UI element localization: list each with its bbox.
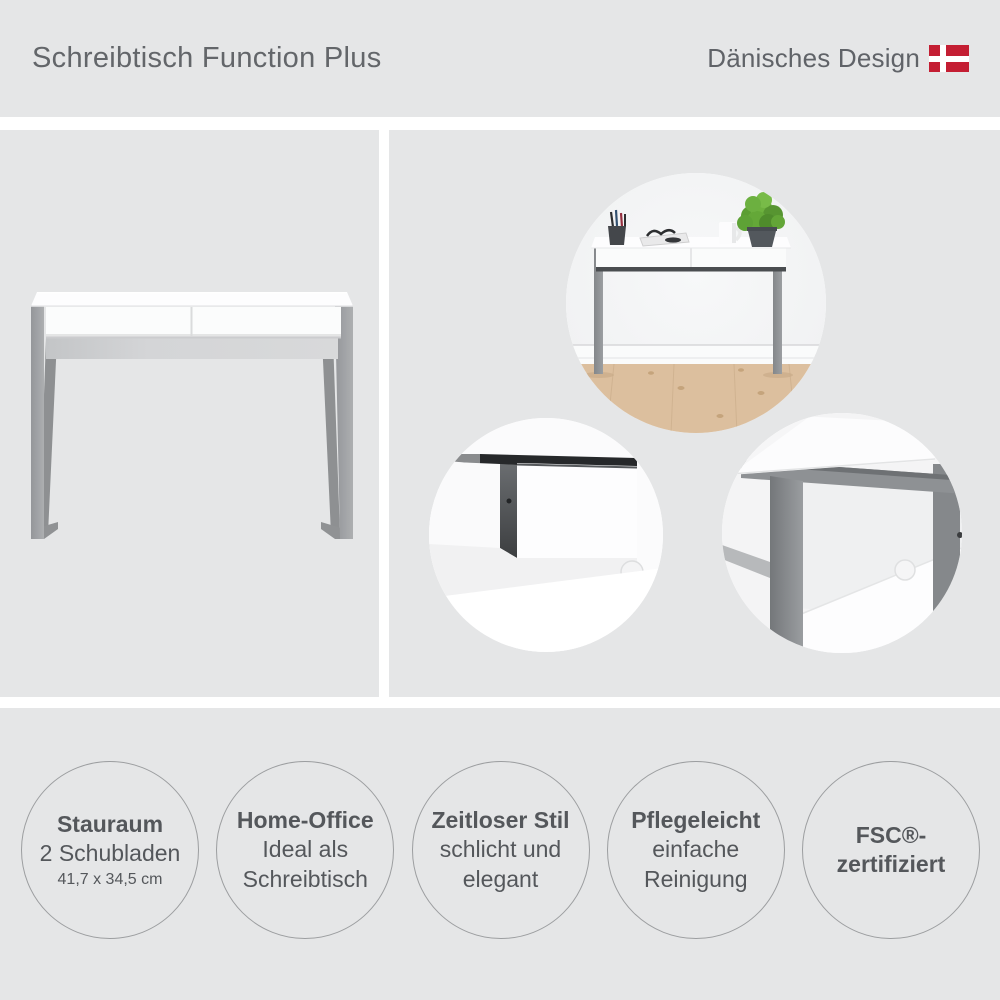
features-row [21,761,980,939]
feature-line: einfache [652,836,740,863]
feature-text [30,810,190,890]
feature-title: FSC®- [855,821,927,848]
detail-photos [389,130,1000,697]
feature-circle-2 [216,761,394,939]
feature-line: schlicht und [439,836,562,863]
denmark-flag-icon [929,45,969,72]
feature-text [225,806,385,894]
feature-line: Ideal als [262,836,349,863]
feature-circle-3 [412,761,590,939]
feature-line: 2 Schubladen [39,840,181,867]
feature-circle-5 [802,761,980,939]
feature-title: Home-Office [236,806,374,833]
feature-circle-1 [21,761,199,939]
feature-title: Pflegeleicht [631,806,761,833]
feature-line: elegant [462,865,539,892]
features-section [0,708,1000,1000]
feature-line: Reinigung [643,865,748,892]
brand-lockup [707,0,969,117]
page-title: Schreibtisch Function Plus [32,42,382,74]
header-bar [0,0,1000,117]
feature-text [421,806,581,894]
product-photo-panel [0,130,379,697]
feature-text [616,806,776,894]
feature-text [811,821,971,880]
feature-line: Schreibtisch [242,865,368,892]
feature-note: 41,7 x 34,5 cm [57,870,163,888]
feature-title: Zeitloser Stil [431,806,570,833]
feature-title: zertifiziert [836,851,946,877]
brand-text: Dänisches Design [707,43,920,73]
desk-front-photo [0,130,379,697]
feature-title: Stauraum [56,810,164,837]
feature-circle-4 [607,761,785,939]
detail-photos-panel [389,130,1000,697]
